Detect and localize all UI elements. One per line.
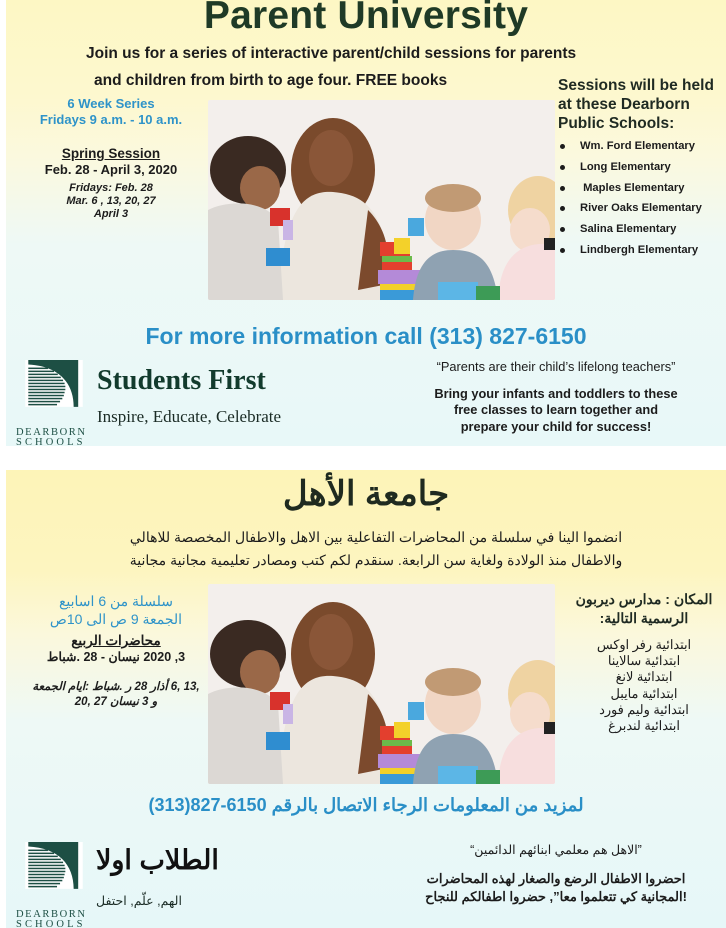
school-list-item: River Oaks Elementary [558,198,726,219]
school-list [558,637,726,734]
session-date-line: ,13 ,6 أذار 28 ر .شباط :ايام الجمعة [32,681,200,693]
family-photo [208,100,555,300]
session-info [16,632,216,710]
brand-name: Students First [97,365,266,396]
dearborn-schools-logo [16,360,92,446]
english-flyer [6,0,726,446]
school-list [558,136,726,261]
intro-line-1: انضموا الينا في سلسلة من المحاضرات التفاعلية بين الاهل والاطفال المخصصة للاهالي [129,529,623,545]
quote: ”الاهل هم معلمي ابنائهم الدائمين“ [470,843,642,857]
intro-line-2: and children from birth to age four. FREE books [94,72,448,89]
school-list-item: ابتدائية مايبل [610,685,678,701]
session-date-line: Fridays: Feb. 28 [69,182,153,194]
intro-line-2: والاطفال منذ الولادة ولغاية سن الرابعة. سنقدم لكم كتب ومصادر تعليمية مجانية مجانية [129,552,623,568]
pitch-line: free classes to learn together and [453,402,659,418]
session-info [16,146,206,221]
dearborn-d-icon [16,842,92,904]
brand-tagline: الهم, علّم, احتفل [96,894,182,908]
school-list-item: Salina Elementary [558,219,726,240]
phone-contact[interactable]: لمزيد من المعلومات الرجاء الاتصال بالرقم 6150-827(313) [148,795,584,815]
school-list-item: Wm. Ford Elementary [558,136,726,157]
series-time: Fridays 9 a.m. - 10 a.m. [39,112,183,127]
flyer-title: جامعة الأهل [282,475,450,513]
session-range: Feb. 28 - April 3, 2020 [44,162,178,177]
locations-heading-line-2: الرسمية التالية: [599,610,689,626]
pitch-text [386,386,726,435]
series-info [16,96,206,128]
session-dates [16,680,216,710]
session-date-line: و 3 نيسان 27 ,20 [74,696,158,708]
school-locations [558,590,726,734]
locations-heading-line-1: المكان : مدارس ديربون [575,591,713,607]
school-list-item: ابتدائية لانغ [615,669,673,685]
series-time: الجمعة 9 ص الى 10ص [49,611,183,627]
school-list-item: Maples Elementary [558,178,726,199]
pitch-text [386,870,726,906]
phone-contact[interactable]: For more information call (313) 827-6150 [145,323,587,349]
dearborn-schools-logo [16,842,92,928]
session-heading: Spring Session [61,146,161,161]
pitch-line: احضروا الاطفال الرضع والصغار لهذه المحاضرات [426,871,686,886]
logo-text-line-1: DEARBORN [16,427,87,438]
locations-heading: Sessions will be held at these Dearborn Public Schools: [558,77,714,132]
school-locations [558,76,726,261]
logo-text-line-1: DEARBORN [16,909,87,920]
session-heading: محاضرات الربيع [71,633,161,648]
logo-text-line-2: SCHOOLS [16,919,86,928]
session-range: 3, 2020 نيسان - 28 .شباط [46,650,186,664]
school-list-item: Lindbergh Elementary [558,240,726,261]
school-list-item: Long Elementary [558,157,726,178]
pitch-line: !المجانية كي تتعلموا معا”, حضروا اطفالكم للنجاح [425,889,687,904]
arabic-flyer [6,470,726,928]
logo-text-line-2: SCHOOLS [16,437,86,446]
series-length: 6 Week Series [67,96,155,111]
series-length: سلسلة من 6 اسابيع [58,593,174,609]
intro-line-1: Join us for a series of interactive parent/child sessions for parents [86,45,577,62]
quote: “Parents are their child’s lifelong teachers” [436,359,676,374]
session-date-line: April 3 [93,208,129,220]
flyer-title: Parent University [203,0,529,37]
school-list-item: ابتدائية رفر اوكس [596,637,692,652]
school-list-item: ابتدائية سالاينا [607,653,681,669]
family-photo [208,584,555,784]
session-date-line: Mar. 6 , 13, 20, 27 [66,195,156,207]
intro-text [76,526,676,572]
brand-name: الطلاب اولا [96,845,219,875]
pitch-line: Bring your infants and toddlers to these [434,386,678,401]
pitch-line: prepare your child for success! [460,418,652,434]
session-dates [16,182,206,221]
brand-tagline: Inspire, Educate, Celebrate [97,407,282,426]
school-list-item: ابتدائية لندبرغ [608,718,680,734]
school-list-item: ابتدائية وليم فورد [599,701,689,717]
dearborn-d-icon [16,360,92,422]
series-info [16,592,216,628]
